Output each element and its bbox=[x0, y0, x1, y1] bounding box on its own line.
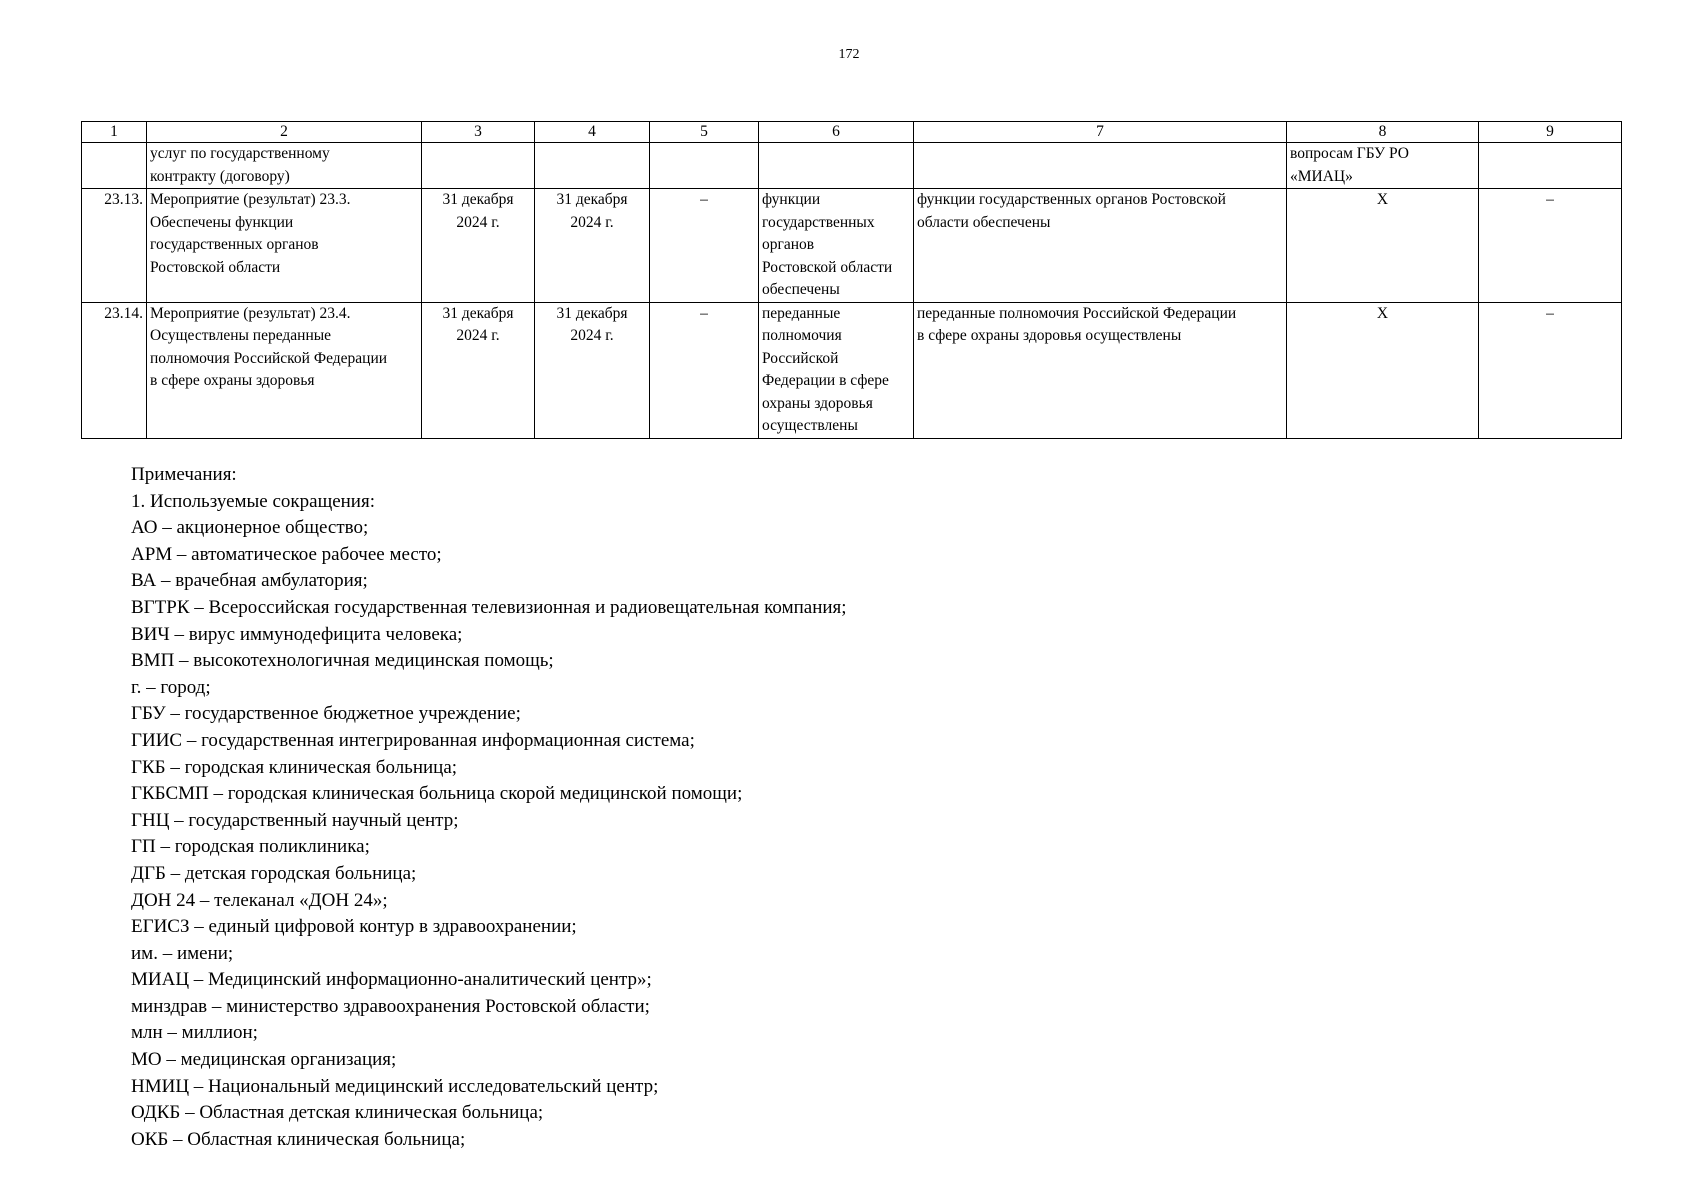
abbreviation-item: АРМ – автоматическое рабочее место; bbox=[131, 543, 442, 565]
abbreviation-item: ЕГИСЗ – единый цифровой контур в здравоохранении; bbox=[131, 916, 577, 938]
column-number-row bbox=[82, 122, 1622, 143]
column-7-cell: переданные полномочия Российской Федерации в сфере охраны здоровья осуществлены bbox=[914, 302, 1287, 438]
column-6-cell: функции государственных органов Ростовской области обеспечены bbox=[759, 189, 914, 303]
column-number: 5 bbox=[650, 122, 759, 143]
column-7-cell: функции государственных органов Ростовской области обеспечены bbox=[914, 189, 1287, 303]
column-number: 6 bbox=[759, 122, 914, 143]
notes-subheading: 1. Используемые сокращения: bbox=[131, 490, 375, 512]
column-8-cell: вопросам ГБУ РО «МИАЦ» bbox=[1287, 143, 1479, 189]
row-number-cell: 23.13. bbox=[82, 189, 147, 303]
abbreviation-item: ДОН 24 – телеканал «ДОН 24»; bbox=[131, 889, 388, 911]
start-date-cell: 31 декабря 2024 г. bbox=[422, 189, 535, 303]
abbreviation-item: ГНЦ – государственный научный центр; bbox=[131, 809, 459, 831]
column-number: 9 bbox=[1479, 122, 1622, 143]
column-9-cell: – bbox=[1479, 302, 1622, 438]
abbreviation-item: ГКБ – городская клиническая больница; bbox=[131, 756, 458, 778]
abbreviation-item: ВГТРК – Всероссийская государственная телевизионная и радиовещательная компания; bbox=[131, 596, 847, 618]
column-5-cell bbox=[650, 143, 759, 189]
end-date-cell: 31 декабря 2024 г. bbox=[535, 302, 650, 438]
row-number-cell: 23.14. bbox=[82, 302, 147, 438]
end-date-cell: 31 декабря 2024 г. bbox=[535, 189, 650, 303]
abbreviation-item: ГП – городская поликлиника; bbox=[131, 836, 370, 858]
abbreviation-item: ГИИС – государственная интегрированная информационная система; bbox=[131, 729, 695, 751]
column-number: 7 bbox=[914, 122, 1287, 143]
abbreviation-item: ОКБ – Областная клиническая больница; bbox=[131, 1128, 466, 1150]
start-date-cell bbox=[422, 143, 535, 189]
abbreviation-item: ГКБСМП – городская клиническая больница скорой медицинской помощи; bbox=[131, 783, 743, 805]
end-date-cell bbox=[535, 143, 650, 189]
column-8-cell: Х bbox=[1287, 189, 1479, 303]
abbreviation-item: ВМП – высокотехнологичная медицинская помощь; bbox=[131, 650, 554, 672]
notes-section bbox=[131, 462, 1531, 1153]
abbreviation-item: ВА – врачебная амбулатория; bbox=[131, 570, 368, 592]
abbreviation-item: АО – акционерное общество; bbox=[131, 517, 369, 539]
column-5-cell: – bbox=[650, 302, 759, 438]
abbreviation-item: г. – город; bbox=[131, 676, 211, 698]
column-8-cell: Х bbox=[1287, 302, 1479, 438]
column-5-cell: – bbox=[650, 189, 759, 303]
measure-name-cell: услуг по государственному контракту (договору) bbox=[147, 143, 422, 189]
row-number-cell bbox=[82, 143, 147, 189]
abbreviation-item: ОДКБ – Областная детская клиническая больница; bbox=[131, 1102, 544, 1124]
column-9-cell: – bbox=[1479, 189, 1622, 303]
column-7-cell bbox=[914, 143, 1287, 189]
column-9-cell bbox=[1479, 143, 1622, 189]
abbreviation-item: им. – имени; bbox=[131, 942, 234, 964]
abbreviation-item: ДГБ – детская городская больница; bbox=[131, 862, 417, 884]
measures-table bbox=[81, 121, 1622, 439]
abbreviation-item: МИАЦ – Медицинский информационно-аналитический центр»; bbox=[131, 969, 652, 991]
abbreviation-item: МО – медицинская организация; bbox=[131, 1049, 397, 1071]
page-number: 172 bbox=[838, 47, 860, 62]
abbreviation-item: НМИЦ – Национальный медицинский исследовательский центр; bbox=[131, 1075, 659, 1097]
column-number: 2 bbox=[147, 122, 422, 143]
abbreviation-item: ГБУ – государственное бюджетное учреждение; bbox=[131, 703, 521, 725]
column-number: 4 bbox=[535, 122, 650, 143]
column-number: 3 bbox=[422, 122, 535, 143]
column-6-cell: переданные полномочия Российской Федерации в сфере охраны здоровья осуществлены bbox=[759, 302, 914, 438]
table-row bbox=[82, 143, 1622, 189]
notes-heading: Примечания: bbox=[131, 464, 237, 485]
table-row bbox=[82, 302, 1622, 438]
abbreviation-item: минздрав – министерство здравоохранения Ростовской области; bbox=[131, 995, 650, 1017]
start-date-cell: 31 декабря 2024 г. bbox=[422, 302, 535, 438]
column-number: 1 bbox=[82, 122, 147, 143]
measure-name-cell: Мероприятие (результат) 23.3. Обеспечены функции государственных органов Ростовской области bbox=[147, 189, 422, 303]
abbreviation-item: ВИЧ – вирус иммунодефицита человека; bbox=[131, 623, 463, 645]
table-row bbox=[82, 189, 1622, 303]
abbreviation-item: млн – миллион; bbox=[131, 1022, 258, 1044]
measure-name-cell: Мероприятие (результат) 23.4. Осуществлены переданные полномочия Российской Федерации в сфере охраны здоровья bbox=[147, 302, 422, 438]
column-6-cell bbox=[759, 143, 914, 189]
column-number: 8 bbox=[1287, 122, 1479, 143]
